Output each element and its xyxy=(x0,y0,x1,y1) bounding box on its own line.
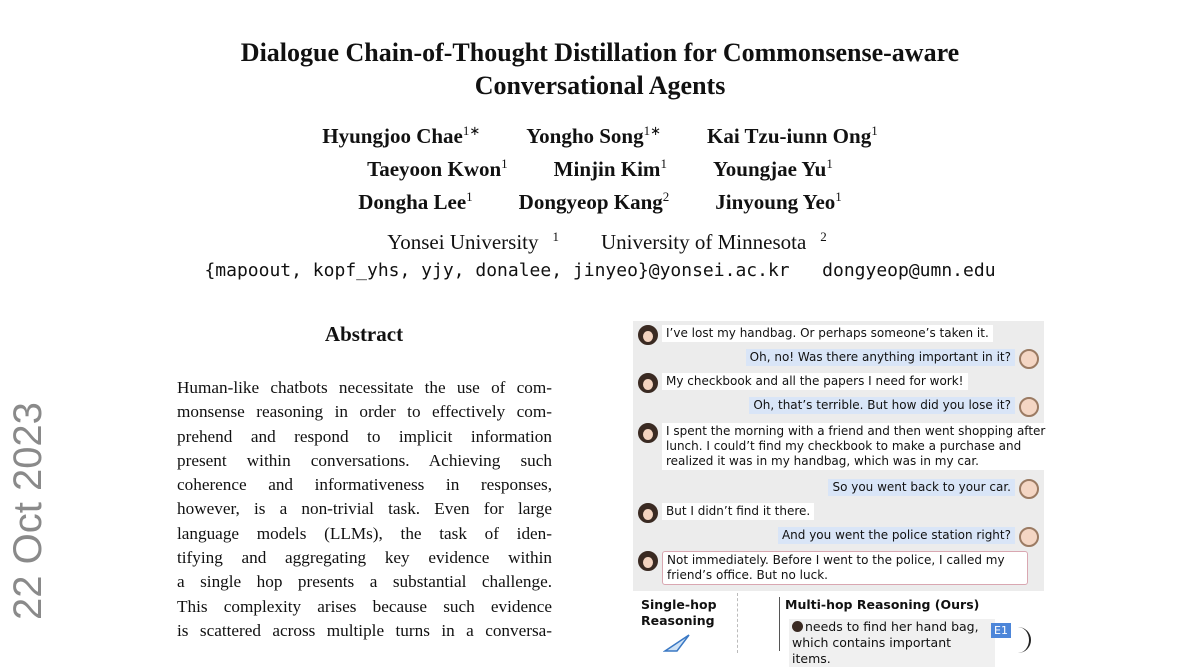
abstract-heading: Abstract xyxy=(324,322,404,346)
message-text: Oh, that’s terrible. But how did you lose it? xyxy=(749,397,1015,414)
author-row xyxy=(160,117,1040,150)
abstract-line: however, is a non-trivial task. Even for large xyxy=(177,499,552,519)
single-hop-label-line-2: Reasoning xyxy=(641,613,715,628)
abstract-line: tifying and aggregating key evidence within xyxy=(177,548,552,568)
author-name-text: Yongho Song xyxy=(526,124,644,148)
user-avatar-icon xyxy=(638,373,658,393)
message-text: Oh, no! Was there anything important in it? xyxy=(746,349,1015,366)
multi-hop-rationale xyxy=(789,619,995,667)
author-name-text: Kai Tzu-iunn Ong xyxy=(707,124,872,148)
author-name xyxy=(519,183,670,216)
message-text: So you went back to your car. xyxy=(828,479,1015,496)
agent-avatar-icon xyxy=(1019,397,1039,417)
paper-plane-icon xyxy=(663,631,693,653)
author-name xyxy=(707,117,878,150)
author-affiliation-mark: 2 xyxy=(662,189,670,204)
single-hop-label-line-1: Single-hop xyxy=(641,597,717,612)
message-text: I’ve lost my handbag. Or perhaps someone’s taken it. xyxy=(662,325,993,342)
author-affiliation-mark: 1 xyxy=(501,156,508,171)
affiliations xyxy=(160,229,1040,255)
author-name xyxy=(554,150,667,183)
author-affiliation-mark: 1 xyxy=(835,189,842,204)
user-avatar-icon xyxy=(638,423,658,443)
affiliation-mark: 1 xyxy=(552,229,559,244)
divider-solid xyxy=(779,597,780,651)
author-affiliation-mark: 1∗ xyxy=(462,123,481,138)
author-affiliation-mark: 1 xyxy=(871,123,878,138)
author-name-text: Dongyeop Kang xyxy=(518,190,663,214)
user-avatar-icon xyxy=(638,503,658,523)
abstract-line: monsense reasoning in order to effectively com- xyxy=(177,402,552,422)
author-affiliation-mark: 1 xyxy=(660,156,667,171)
affiliation-name: University of Minnesota xyxy=(600,230,807,254)
abstract-line: prehend and respond to implicit information xyxy=(177,426,552,446)
author-row xyxy=(160,150,1040,183)
paper-title xyxy=(160,36,1040,102)
arxiv-side-date: 22 Oct 2023 xyxy=(6,402,50,620)
agent-avatar-icon xyxy=(1019,527,1039,547)
author-name-text: Youngjae Yu xyxy=(712,157,827,181)
message-text: But I didn’t find it there. xyxy=(662,503,814,520)
message-text: And you went the police station right? xyxy=(778,527,1015,544)
abstract-line: a single hop presents a substantial challenge. xyxy=(177,572,552,592)
author-name-text: Jinyoung Yeo xyxy=(715,190,836,214)
agent-message xyxy=(749,397,1039,417)
affiliation xyxy=(587,230,827,254)
affiliation xyxy=(373,230,559,254)
author-name-text: Taeyoon Kwon xyxy=(367,157,502,181)
affiliation-mark: 2 xyxy=(820,229,827,244)
user-message xyxy=(638,423,1050,470)
author-affiliation-mark: 1∗ xyxy=(643,123,662,138)
multi-hop-label: Multi-hop Reasoning (Ours) xyxy=(785,597,980,612)
user-face-icon xyxy=(792,621,803,632)
dialogue-figure xyxy=(633,321,1046,666)
author-name xyxy=(367,150,508,183)
author-list xyxy=(160,117,1040,216)
agent-avatar-icon xyxy=(1019,349,1039,369)
bracket-icon xyxy=(1015,627,1031,653)
author-name xyxy=(713,150,833,183)
author-affiliation-mark: 1 xyxy=(826,156,833,171)
affiliation-name: Yonsei University xyxy=(387,230,539,254)
abstract-line: coherence and informativeness in responses, xyxy=(177,475,552,495)
abstract-line: language models (LLMs), the task of iden- xyxy=(177,523,552,543)
author-row xyxy=(160,183,1040,216)
message-text: My checkbook and all the papers I need for work! xyxy=(662,373,968,390)
user-message xyxy=(638,373,968,393)
evidence-tag: E1 xyxy=(991,623,1011,638)
title-line-1: Dialogue Chain-of-Thought Distillation for Commonsense-aware xyxy=(240,38,960,67)
message-text: I spent the morning with a friend and then went shopping after lunch. I could’t find my checkbook to make a purchase and realized it was in my handbag, which was in my car. xyxy=(662,423,1050,470)
user-avatar-icon xyxy=(638,551,658,571)
message-text: Not immediately. Before I went to the police, I called my friend’s office. But no luck. xyxy=(662,551,1028,585)
abstract-line: is scattered across multiple turns in a conversa- xyxy=(177,620,552,640)
author-name xyxy=(358,183,472,216)
abstract-text xyxy=(177,376,552,643)
user-message xyxy=(638,551,1028,585)
author-emails: {mapoout, kopf_yhs, yjy, donalee, jinyeo}@yonsei.ac.kr dongyeop@umn.edu xyxy=(204,260,996,281)
abstract-line: Human-like chatbots necessitate the use of com- xyxy=(177,378,552,397)
author-affiliation-mark: 1 xyxy=(466,189,473,204)
agent-message xyxy=(778,527,1039,547)
abstract-line: present within conversations. Achieving such xyxy=(177,450,552,470)
single-hop-label xyxy=(641,597,717,629)
author-name xyxy=(715,183,842,216)
agent-message xyxy=(828,479,1039,499)
dialogue-panel xyxy=(633,321,1044,591)
divider-dashed xyxy=(737,593,738,653)
agent-avatar-icon xyxy=(1019,479,1039,499)
user-message xyxy=(638,325,993,345)
abstract-line: This complexity arises because such evidence xyxy=(177,596,552,616)
user-avatar-icon xyxy=(638,325,658,345)
author-name-text: Minjin Kim xyxy=(553,157,661,181)
author-name-text: Dongha Lee xyxy=(358,190,467,214)
author-name xyxy=(322,117,480,150)
reasoning-panel xyxy=(633,591,1044,666)
title-line-2: Conversational Agents xyxy=(474,71,726,100)
author-name-text: Hyungjoo Chae xyxy=(322,124,463,148)
author-name xyxy=(526,117,661,150)
multi-hop-rationale-text: needs to find her hand bag, which contains important items. xyxy=(792,619,979,666)
agent-message xyxy=(746,349,1039,369)
user-message xyxy=(638,503,814,523)
